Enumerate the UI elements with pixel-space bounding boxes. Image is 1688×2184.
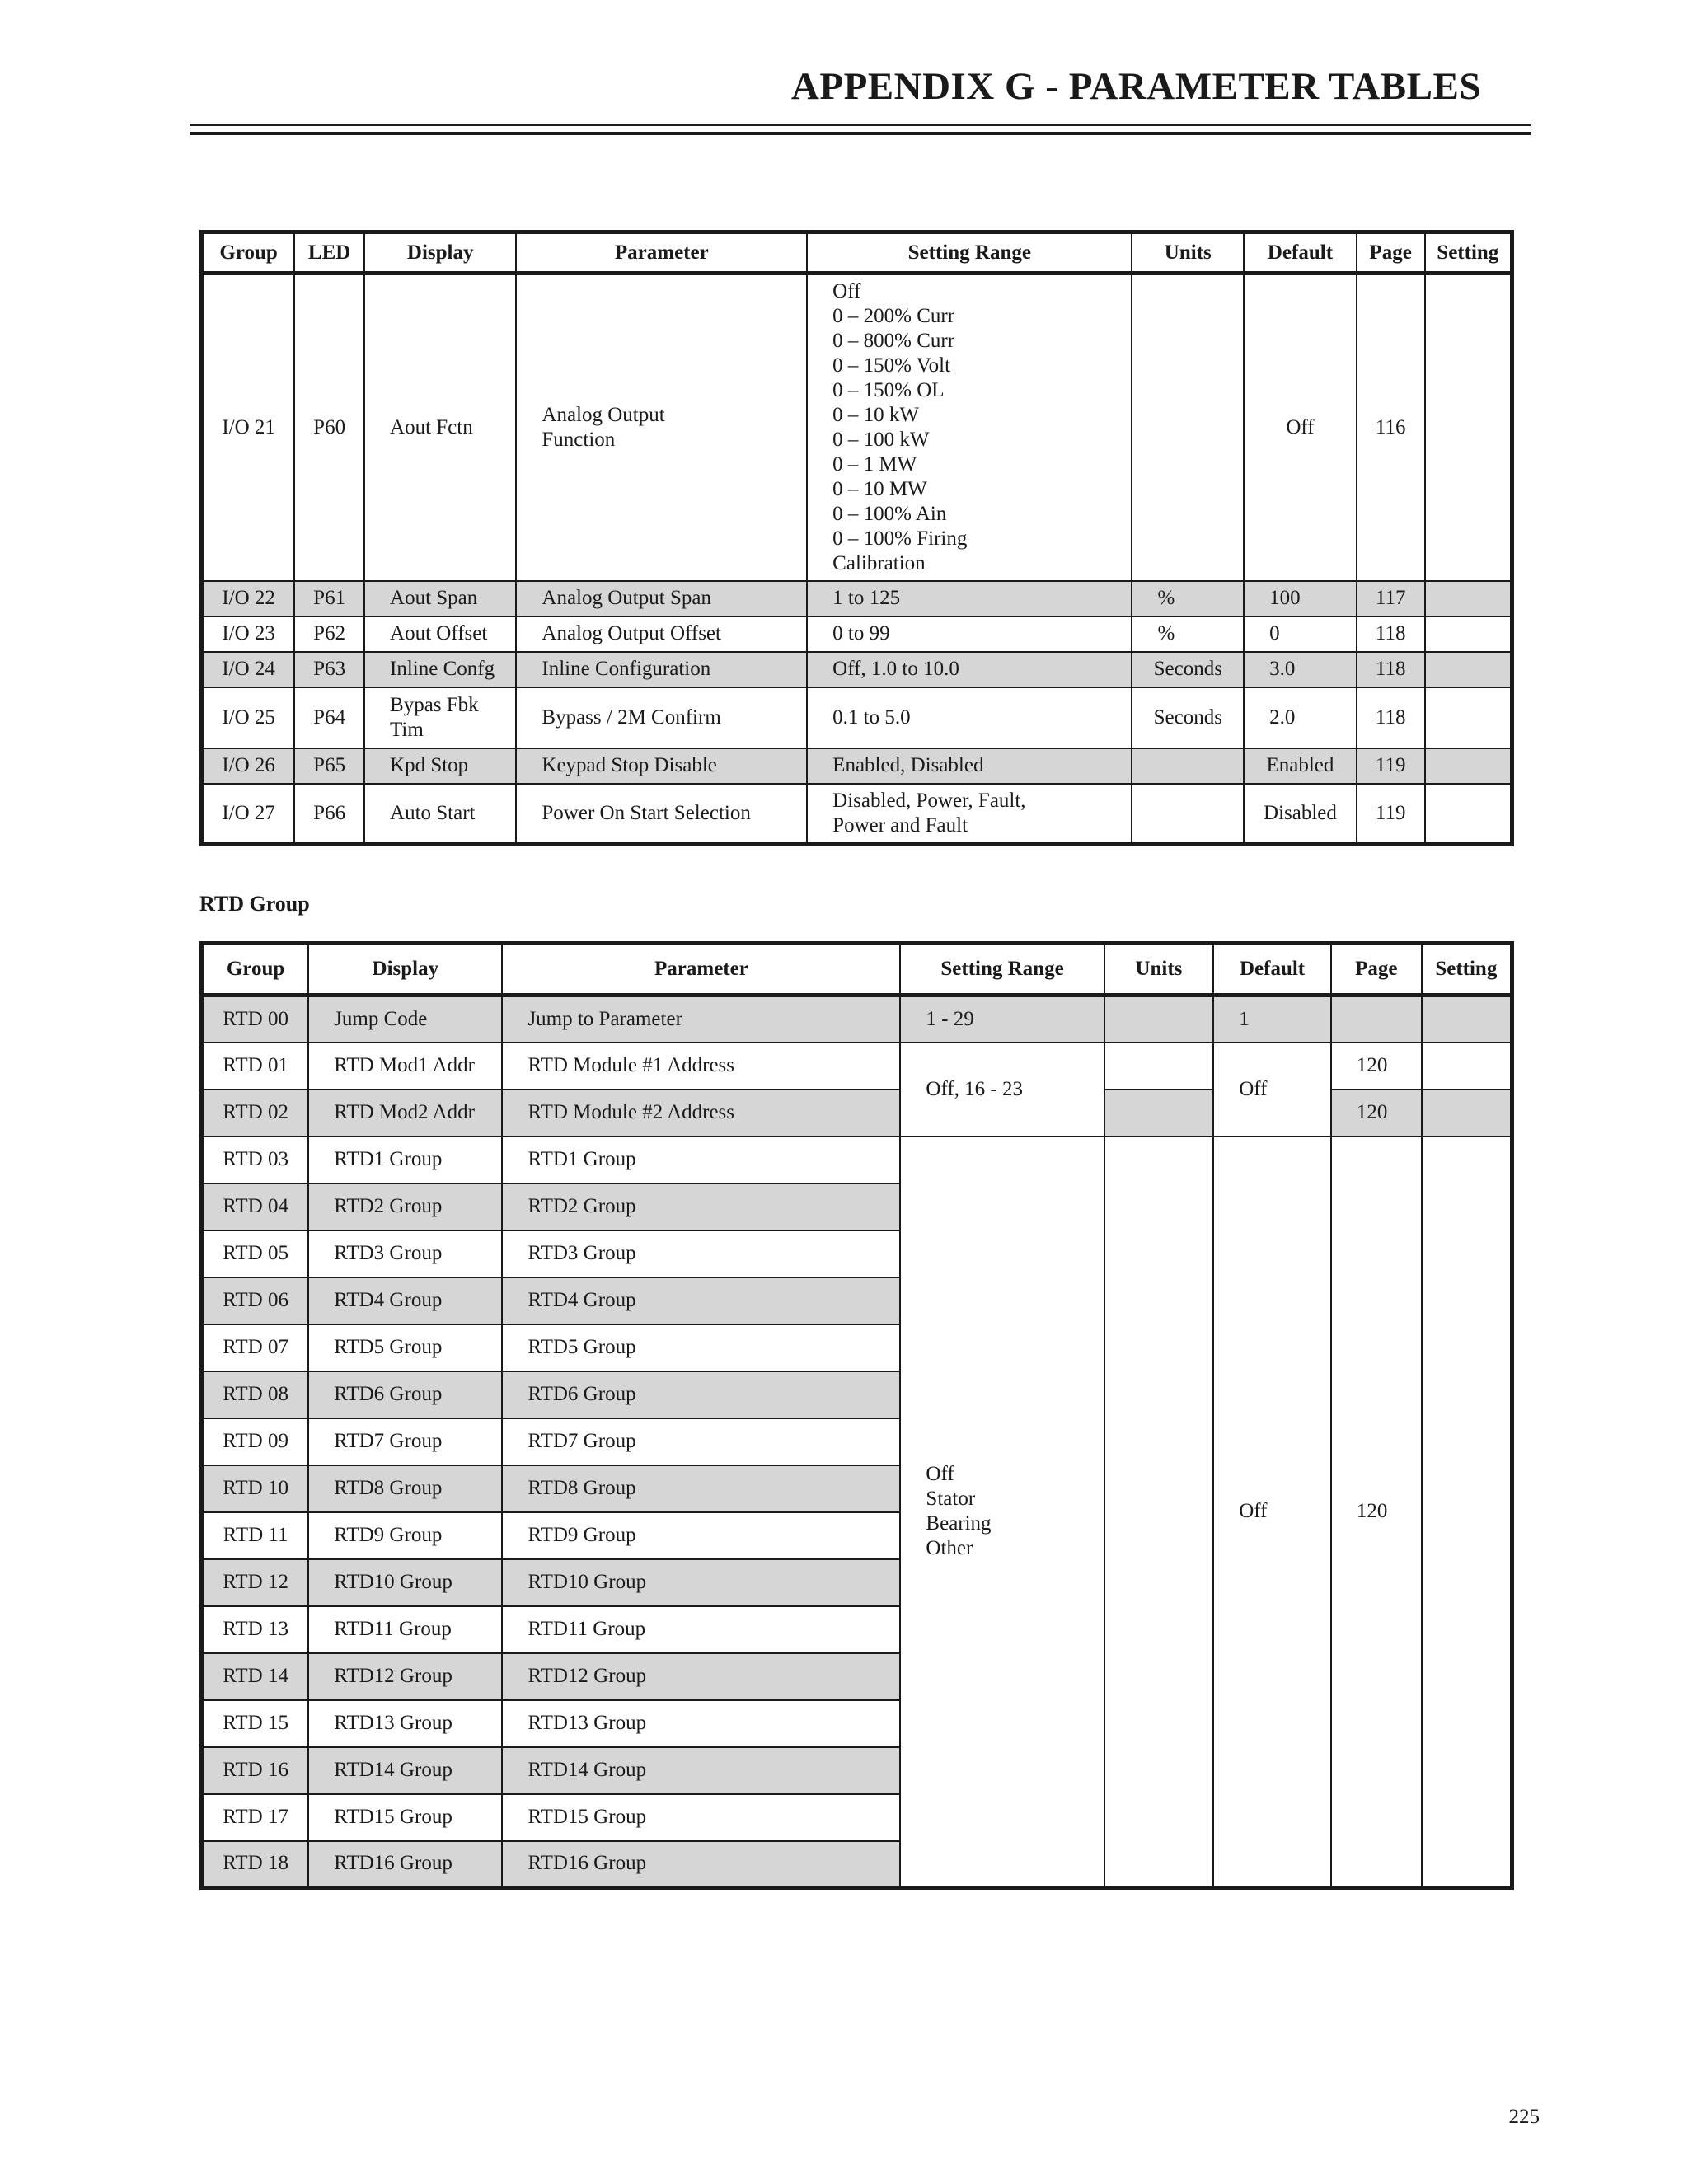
- setting-cell[interactable]: [1422, 1137, 1512, 1888]
- units-cell: %: [1132, 616, 1244, 652]
- units-cell: %: [1132, 581, 1244, 616]
- display-cell: Bypas Fbk Tim: [364, 687, 516, 748]
- led-cell: P65: [294, 748, 364, 784]
- parameter-cell: RTD1 Group: [502, 1137, 900, 1183]
- col-header-led: LED: [294, 232, 364, 274]
- default-cell: Enabled: [1244, 748, 1357, 784]
- col-header-page: Page: [1357, 232, 1425, 274]
- parameter-cell: Keypad Stop Disable: [516, 748, 807, 784]
- display-cell: RTD5 Group: [308, 1324, 502, 1371]
- parameter-cell: RTD5 Group: [502, 1324, 900, 1371]
- display-cell: RTD2 Group: [308, 1183, 502, 1230]
- col-header-default: Default: [1213, 944, 1331, 996]
- display-cell: RTD14 Group: [308, 1747, 502, 1794]
- default-cell: 2.0: [1244, 687, 1357, 748]
- units-cell: Seconds: [1132, 687, 1244, 748]
- display-cell: Kpd Stop: [364, 748, 516, 784]
- display-cell: RTD11 Group: [308, 1606, 502, 1653]
- setting-range-cell: 0 to 99: [807, 616, 1132, 652]
- units-cell: [1104, 1043, 1214, 1090]
- setting-range-cell: Off Stator Bearing Other: [900, 1137, 1104, 1888]
- parameter-cell: Analog Output Offset: [516, 616, 807, 652]
- default-cell: Off: [1244, 274, 1357, 581]
- col-header-parameter: Parameter: [502, 944, 900, 996]
- display-cell: RTD10 Group: [308, 1559, 502, 1606]
- group-cell: I/O 23: [202, 616, 295, 652]
- setting-cell[interactable]: [1425, 274, 1512, 581]
- col-header-setting-range: Setting Range: [900, 944, 1104, 996]
- parameter-cell: RTD10 Group: [502, 1559, 900, 1606]
- parameter-cell: RTD14 Group: [502, 1747, 900, 1794]
- group-cell: I/O 21: [202, 274, 295, 581]
- group-cell: RTD 06: [202, 1277, 309, 1324]
- display-cell: RTD12 Group: [308, 1653, 502, 1700]
- page-cell: 118: [1357, 616, 1425, 652]
- parameter-cell: Jump to Parameter: [502, 996, 900, 1043]
- units-cell: [1132, 784, 1244, 845]
- parameter-cell: Analog Output Span: [516, 581, 807, 616]
- display-cell: RTD Mod1 Addr: [308, 1043, 502, 1090]
- col-header-parameter: Parameter: [516, 232, 807, 274]
- group-cell: RTD 10: [202, 1465, 309, 1512]
- display-cell: RTD15 Group: [308, 1794, 502, 1841]
- col-header-units: Units: [1104, 944, 1214, 996]
- parameter-cell: RTD16 Group: [502, 1841, 900, 1888]
- section-title-rtd-group: RTD Group: [199, 892, 310, 916]
- table-row: [202, 687, 1512, 748]
- parameter-cell: RTD11 Group: [502, 1606, 900, 1653]
- display-cell: Jump Code: [308, 996, 502, 1043]
- col-header-display: Display: [364, 232, 516, 274]
- page-cell: 119: [1357, 748, 1425, 784]
- table-row: [202, 652, 1512, 687]
- group-cell: I/O 24: [202, 652, 295, 687]
- parameter-cell: RTD7 Group: [502, 1418, 900, 1465]
- group-cell: RTD 12: [202, 1559, 309, 1606]
- parameter-cell: Bypass / 2M Confirm: [516, 687, 807, 748]
- setting-cell[interactable]: [1425, 784, 1512, 845]
- parameter-cell: RTD13 Group: [502, 1700, 900, 1747]
- table-row: [202, 996, 1512, 1043]
- led-cell: P66: [294, 784, 364, 845]
- page-cell: 119: [1357, 784, 1425, 845]
- page-cell: 117: [1357, 581, 1425, 616]
- display-cell: RTD7 Group: [308, 1418, 502, 1465]
- parameter-cell: RTD Module #2 Address: [502, 1090, 900, 1137]
- group-cell: I/O 25: [202, 687, 295, 748]
- table-row: [202, 1137, 1512, 1183]
- group-cell: RTD 17: [202, 1794, 309, 1841]
- units-cell: [1104, 1137, 1214, 1888]
- col-header-display: Display: [308, 944, 502, 996]
- col-header-setting-range: Setting Range: [807, 232, 1132, 274]
- setting-range-cell: Enabled, Disabled: [807, 748, 1132, 784]
- col-header-default: Default: [1244, 232, 1357, 274]
- group-cell: RTD 15: [202, 1700, 309, 1747]
- group-cell: RTD 02: [202, 1090, 309, 1137]
- group-cell: I/O 27: [202, 784, 295, 845]
- default-cell: 0: [1244, 616, 1357, 652]
- group-cell: RTD 11: [202, 1512, 309, 1559]
- display-cell: RTD Mod2 Addr: [308, 1090, 502, 1137]
- parameter-cell: RTD12 Group: [502, 1653, 900, 1700]
- page-cell: 118: [1357, 652, 1425, 687]
- col-header-group: Group: [202, 232, 295, 274]
- group-cell: RTD 01: [202, 1043, 309, 1090]
- table-row: [202, 581, 1512, 616]
- parameter-cell: RTD9 Group: [502, 1512, 900, 1559]
- parameter-cell: RTD3 Group: [502, 1230, 900, 1277]
- page-cell: [1331, 996, 1422, 1043]
- display-cell: RTD8 Group: [308, 1465, 502, 1512]
- led-cell: P60: [294, 274, 364, 581]
- group-cell: RTD 09: [202, 1418, 309, 1465]
- page-cell: 120: [1331, 1137, 1422, 1888]
- led-cell: P63: [294, 652, 364, 687]
- default-cell: Off: [1213, 1137, 1331, 1888]
- setting-cell[interactable]: [1425, 616, 1512, 652]
- setting-cell[interactable]: [1425, 652, 1512, 687]
- led-cell: P64: [294, 687, 364, 748]
- display-cell: RTD13 Group: [308, 1700, 502, 1747]
- display-cell: Aout Offset: [364, 616, 516, 652]
- units-cell: [1104, 1090, 1214, 1137]
- group-cell: RTD 04: [202, 1183, 309, 1230]
- parameter-cell: RTD4 Group: [502, 1277, 900, 1324]
- setting-cell[interactable]: [1422, 996, 1512, 1043]
- table-row: [202, 1043, 1512, 1090]
- units-cell: Seconds: [1132, 652, 1244, 687]
- table-row: [202, 784, 1512, 845]
- display-cell: Aout Span: [364, 581, 516, 616]
- parameter-cell: RTD15 Group: [502, 1794, 900, 1841]
- led-cell: P62: [294, 616, 364, 652]
- header-rule-thin: [190, 124, 1531, 126]
- table-row: [202, 274, 1512, 581]
- display-cell: Inline Confg: [364, 652, 516, 687]
- setting-range-cell: 1 to 125: [807, 581, 1132, 616]
- col-header-setting: Setting: [1425, 232, 1512, 274]
- table-row: [202, 616, 1512, 652]
- group-cell: I/O 26: [202, 748, 295, 784]
- default-cell: 3.0: [1244, 652, 1357, 687]
- page-title: APPENDIX G - PARAMETER TABLES: [790, 65, 1481, 108]
- led-cell: P61: [294, 581, 364, 616]
- units-cell: [1132, 274, 1244, 581]
- default-cell: 1: [1213, 996, 1331, 1043]
- table-row: [202, 748, 1512, 784]
- default-cell: 100: [1244, 581, 1357, 616]
- col-header-units: Units: [1132, 232, 1244, 274]
- setting-range-cell: Off, 16 - 23: [900, 1043, 1104, 1137]
- page-cell: 120: [1331, 1043, 1422, 1090]
- setting-range-cell: Off 0 – 200% Curr 0 – 800% Curr 0 – 150% Volt 0 – 150% OL 0 – 10 kW 0 – 100 kW 0 – 1 MW 0 – 10 MW 0 – 100% Ain 0 – 100% Firing Calibration: [807, 274, 1132, 581]
- col-header-group: Group: [202, 944, 309, 996]
- setting-cell[interactable]: [1422, 1090, 1512, 1137]
- parameter-cell: RTD6 Group: [502, 1371, 900, 1418]
- group-cell: RTD 14: [202, 1653, 309, 1700]
- display-cell: RTD6 Group: [308, 1371, 502, 1418]
- display-cell: RTD4 Group: [308, 1277, 502, 1324]
- setting-range-cell: 1 - 29: [900, 996, 1104, 1043]
- units-cell: [1132, 748, 1244, 784]
- parameter-cell: RTD8 Group: [502, 1465, 900, 1512]
- group-cell: RTD 07: [202, 1324, 309, 1371]
- setting-range-cell: Disabled, Power, Fault, Power and Fault: [807, 784, 1132, 845]
- parameter-cell: Power On Start Selection: [516, 784, 807, 845]
- setting-cell[interactable]: [1425, 581, 1512, 616]
- display-cell: RTD16 Group: [308, 1841, 502, 1888]
- group-cell: RTD 13: [202, 1606, 309, 1653]
- setting-cell[interactable]: [1425, 748, 1512, 784]
- io-parameter-table: [199, 230, 1514, 846]
- page-cell: 120: [1331, 1090, 1422, 1137]
- group-cell: I/O 22: [202, 581, 295, 616]
- display-cell: Aout Fctn: [364, 274, 516, 581]
- header-rule-thick: [190, 132, 1531, 135]
- default-cell: Disabled: [1244, 784, 1357, 845]
- parameter-cell: Inline Configuration: [516, 652, 807, 687]
- col-header-setting: Setting: [1422, 944, 1512, 996]
- group-cell: RTD 00: [202, 996, 309, 1043]
- default-cell: Off: [1213, 1043, 1331, 1137]
- display-cell: RTD3 Group: [308, 1230, 502, 1277]
- units-cell: [1104, 996, 1214, 1043]
- page-number: 225: [1508, 2106, 1540, 2128]
- setting-range-cell: Off, 1.0 to 10.0: [807, 652, 1132, 687]
- group-cell: RTD 05: [202, 1230, 309, 1277]
- page-cell: 116: [1357, 274, 1425, 581]
- group-cell: RTD 18: [202, 1841, 309, 1888]
- setting-cell[interactable]: [1425, 687, 1512, 748]
- rtd-parameter-table: [199, 941, 1514, 1890]
- parameter-cell: RTD Module #1 Address: [502, 1043, 900, 1090]
- setting-cell[interactable]: [1422, 1043, 1512, 1090]
- setting-range-cell: 0.1 to 5.0: [807, 687, 1132, 748]
- group-cell: RTD 16: [202, 1747, 309, 1794]
- display-cell: RTD9 Group: [308, 1512, 502, 1559]
- group-cell: RTD 08: [202, 1371, 309, 1418]
- page-cell: 118: [1357, 687, 1425, 748]
- display-cell: Auto Start: [364, 784, 516, 845]
- display-cell: RTD1 Group: [308, 1137, 502, 1183]
- parameter-cell: RTD2 Group: [502, 1183, 900, 1230]
- parameter-cell: Analog Output Function: [516, 274, 807, 581]
- group-cell: RTD 03: [202, 1137, 309, 1183]
- col-header-page: Page: [1331, 944, 1422, 996]
